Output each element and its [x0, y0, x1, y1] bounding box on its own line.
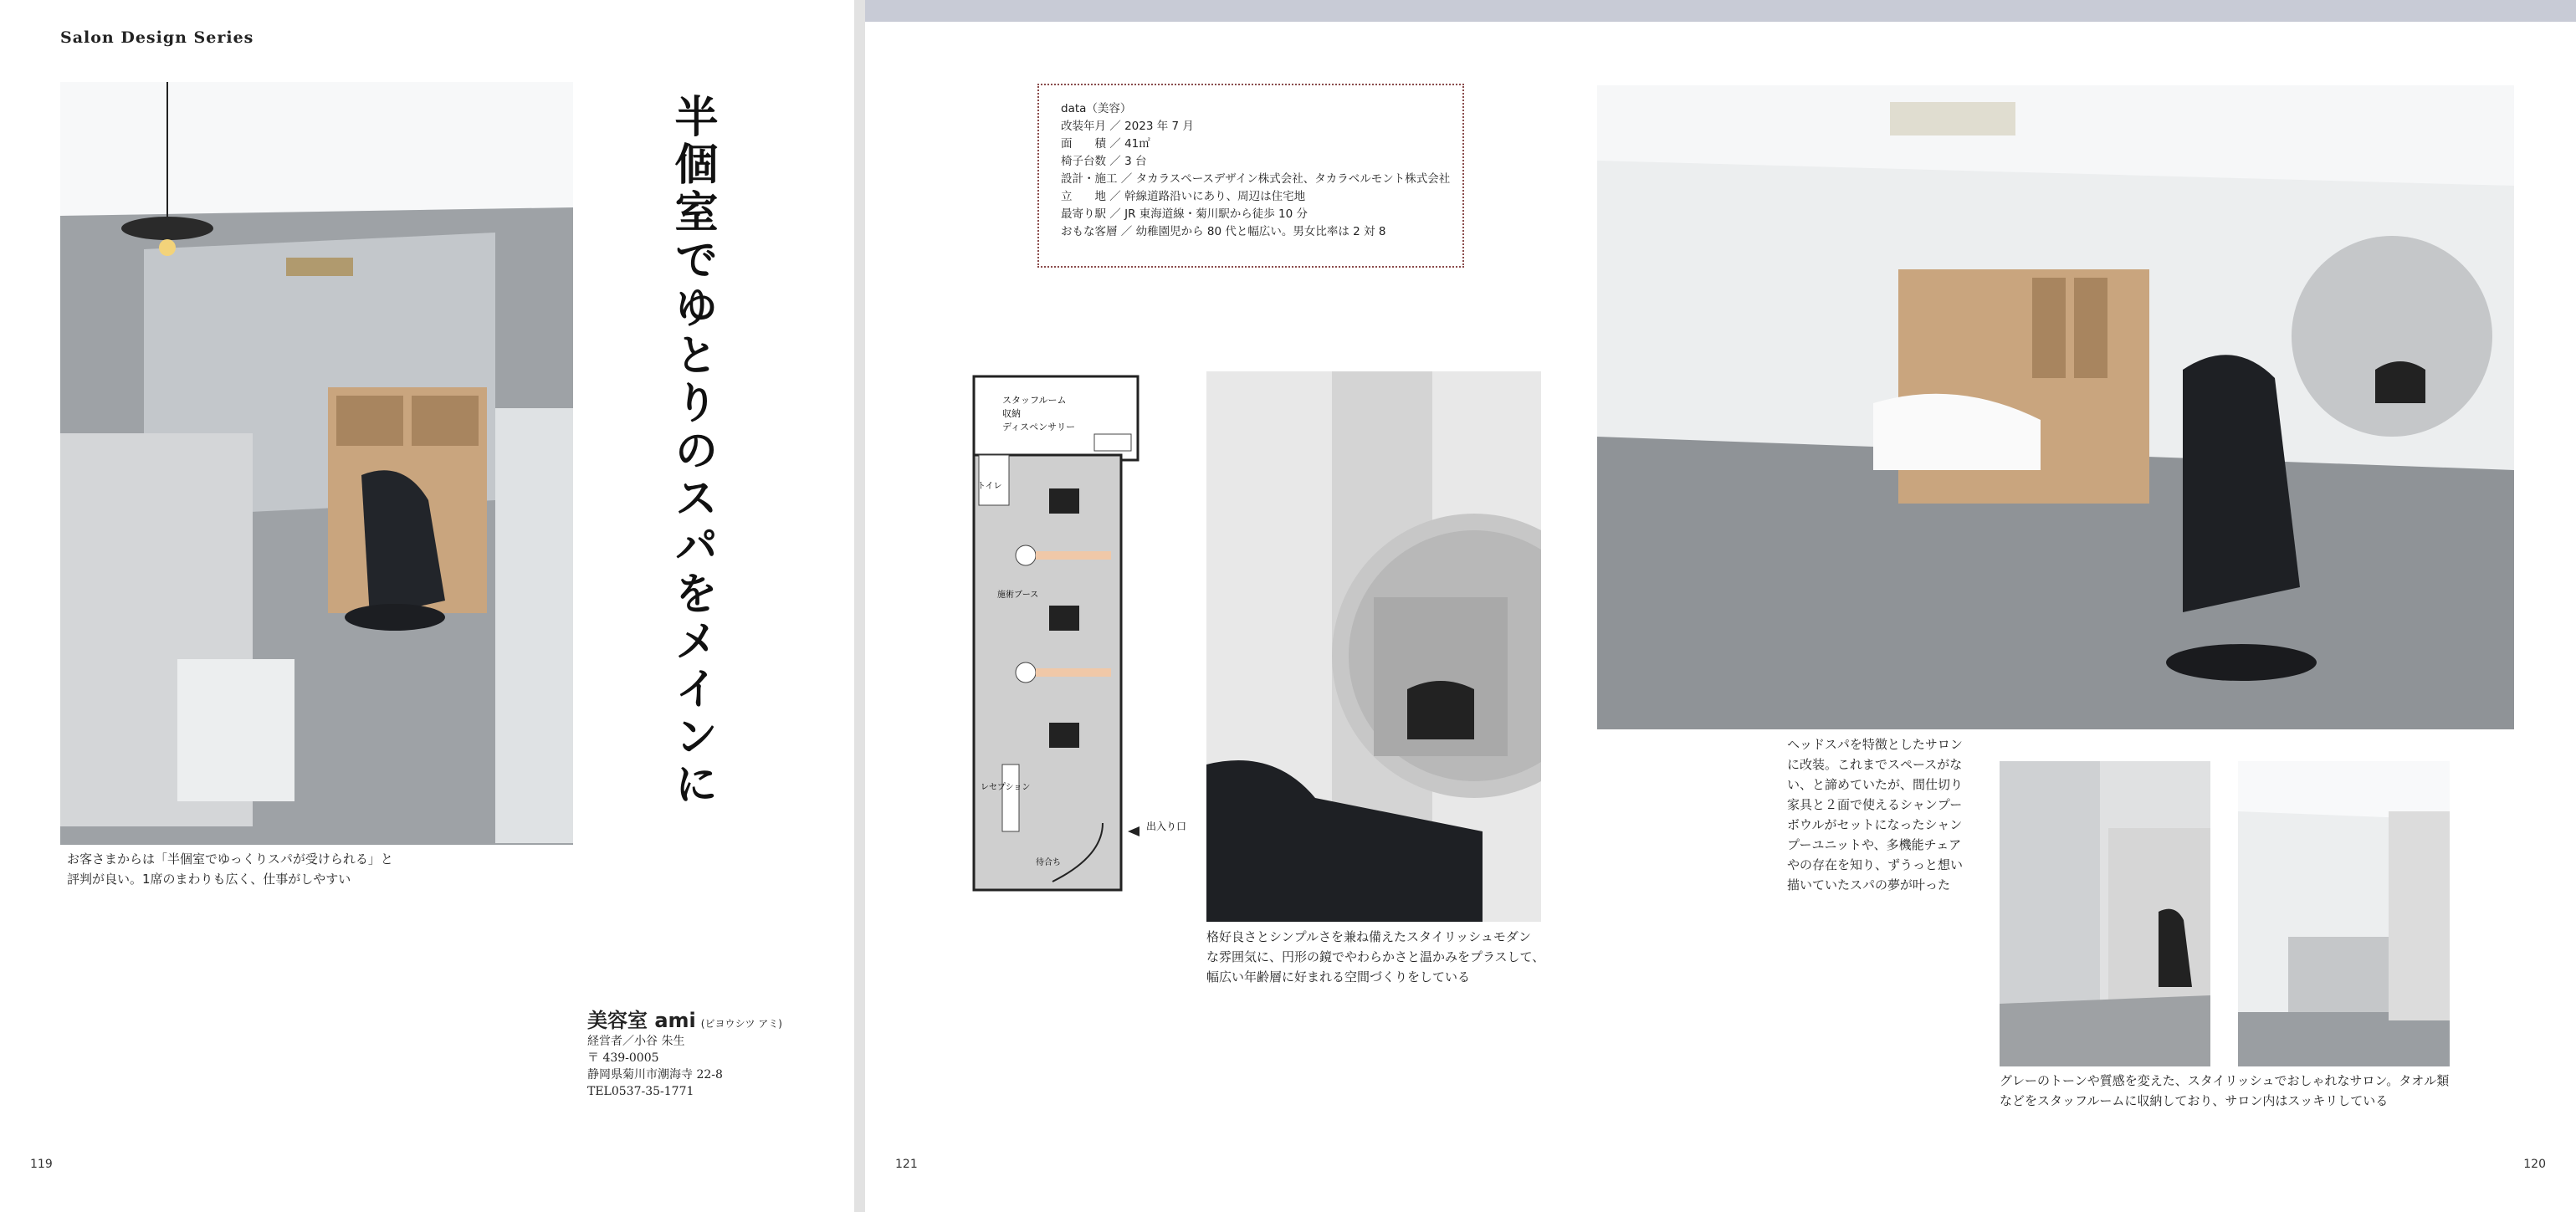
left-photo-caption: お客さまからは「半個室でゆっくりスパが受けられる」と 評判が良い。1席のまわりも広く、仕事がしやすい — [67, 851, 393, 887]
salon-address: 静岡県菊川市潮海寺 22-8 — [587, 1068, 723, 1082]
top-band — [865, 0, 2576, 22]
page-number-120: 120 — [2523, 1158, 2546, 1171]
data-row: 面 積 ／ 41㎡ — [1061, 137, 1150, 151]
data-row: 立 地 ／ 幹線道路沿いにあり、周辺は住宅地 — [1061, 190, 1306, 203]
data-row: 椅子台数 ／ 3 台 — [1061, 155, 1147, 168]
left-page — [0, 0, 854, 1212]
page-number-119: 119 — [30, 1158, 53, 1171]
floor-plan — [969, 371, 1186, 892]
data-box — [1037, 84, 1464, 268]
data-row: おもな客層 ／ 幼稚園児から 80 代と幅広い。男女比率は 2 対 8 — [1061, 225, 1386, 238]
salon-tel: TEL0537-35-1771 — [587, 1085, 694, 1098]
plan-toilet: トイレ — [977, 482, 1002, 491]
mirror-caption: 格好良さとシンプルさを兼ね備えたスタイリッシュモダン な雰囲気に、円形の鏡でやわらかさと温かみをプラスして、 幅広い年齢層に好まれる空間づくりをしている — [1206, 929, 1545, 984]
plan-shampoo-booth: 施術ブース — [997, 591, 1039, 600]
salon-interior-photo — [60, 82, 573, 845]
main-caption: ヘッドスパを特徴としたサロン に改装。これまでスペースがな い、と諦めていたが、間仕切り 家具と２面で使えるシャンプー ボウルがセットになったシャン プーユニットや、多機能チェア やの存在を知り、ずうっと想い 描いていたスパの夢が叶った — [1787, 737, 1964, 892]
salon-kana: (ビヨウシツ アミ) — [700, 1018, 782, 1030]
corridor-photo — [2000, 761, 2210, 1066]
salon-name: 美容室 ami — [587, 1009, 696, 1032]
plan-dispensary: ディスペンサリー — [1002, 422, 1076, 432]
data-row: 設計・施工 ／ タカラスペースデザイン株式会社、タカラベルモント株式会社 — [1061, 172, 1451, 186]
page-number-121: 121 — [895, 1158, 918, 1171]
right-page — [865, 0, 2576, 1212]
mirror-photo — [1206, 371, 1541, 922]
plan-storage: 収納 — [1002, 408, 1021, 419]
main-interior-photo — [1597, 85, 2514, 729]
data-heading: data（美容） — [1061, 102, 1132, 115]
page-title: 半個室でゆとりのスパをメインに — [667, 94, 718, 809]
data-row: 最寄り駅 ／ JR 東海道線・菊川駅から徒歩 10 分 — [1061, 207, 1308, 221]
plan-reception: レセプション — [981, 783, 1031, 792]
salon-zip: 〒 439-0005 — [587, 1051, 659, 1065]
plan-waiting: 待合ち — [1036, 858, 1061, 867]
series-header: Salon Design Series — [60, 28, 254, 47]
bottom-caption: グレーのトーンや質感を変えた、スタイリッシュでおしゃれなサロン。タオル類 などをスタッフルームに収納しており、サロン内はスッキリしている — [2000, 1073, 2450, 1108]
plan-entrance: 出入り口 — [1146, 821, 1186, 832]
salon-owner: 経営者／小谷 朱生 — [587, 1035, 685, 1048]
salon-info — [587, 1004, 782, 1100]
data-row: 改装年月 ／ 2023 年 7 月 — [1061, 120, 1194, 133]
reception-photo — [2238, 761, 2450, 1066]
plan-staff-room: スタッフルーム — [1002, 395, 1067, 406]
